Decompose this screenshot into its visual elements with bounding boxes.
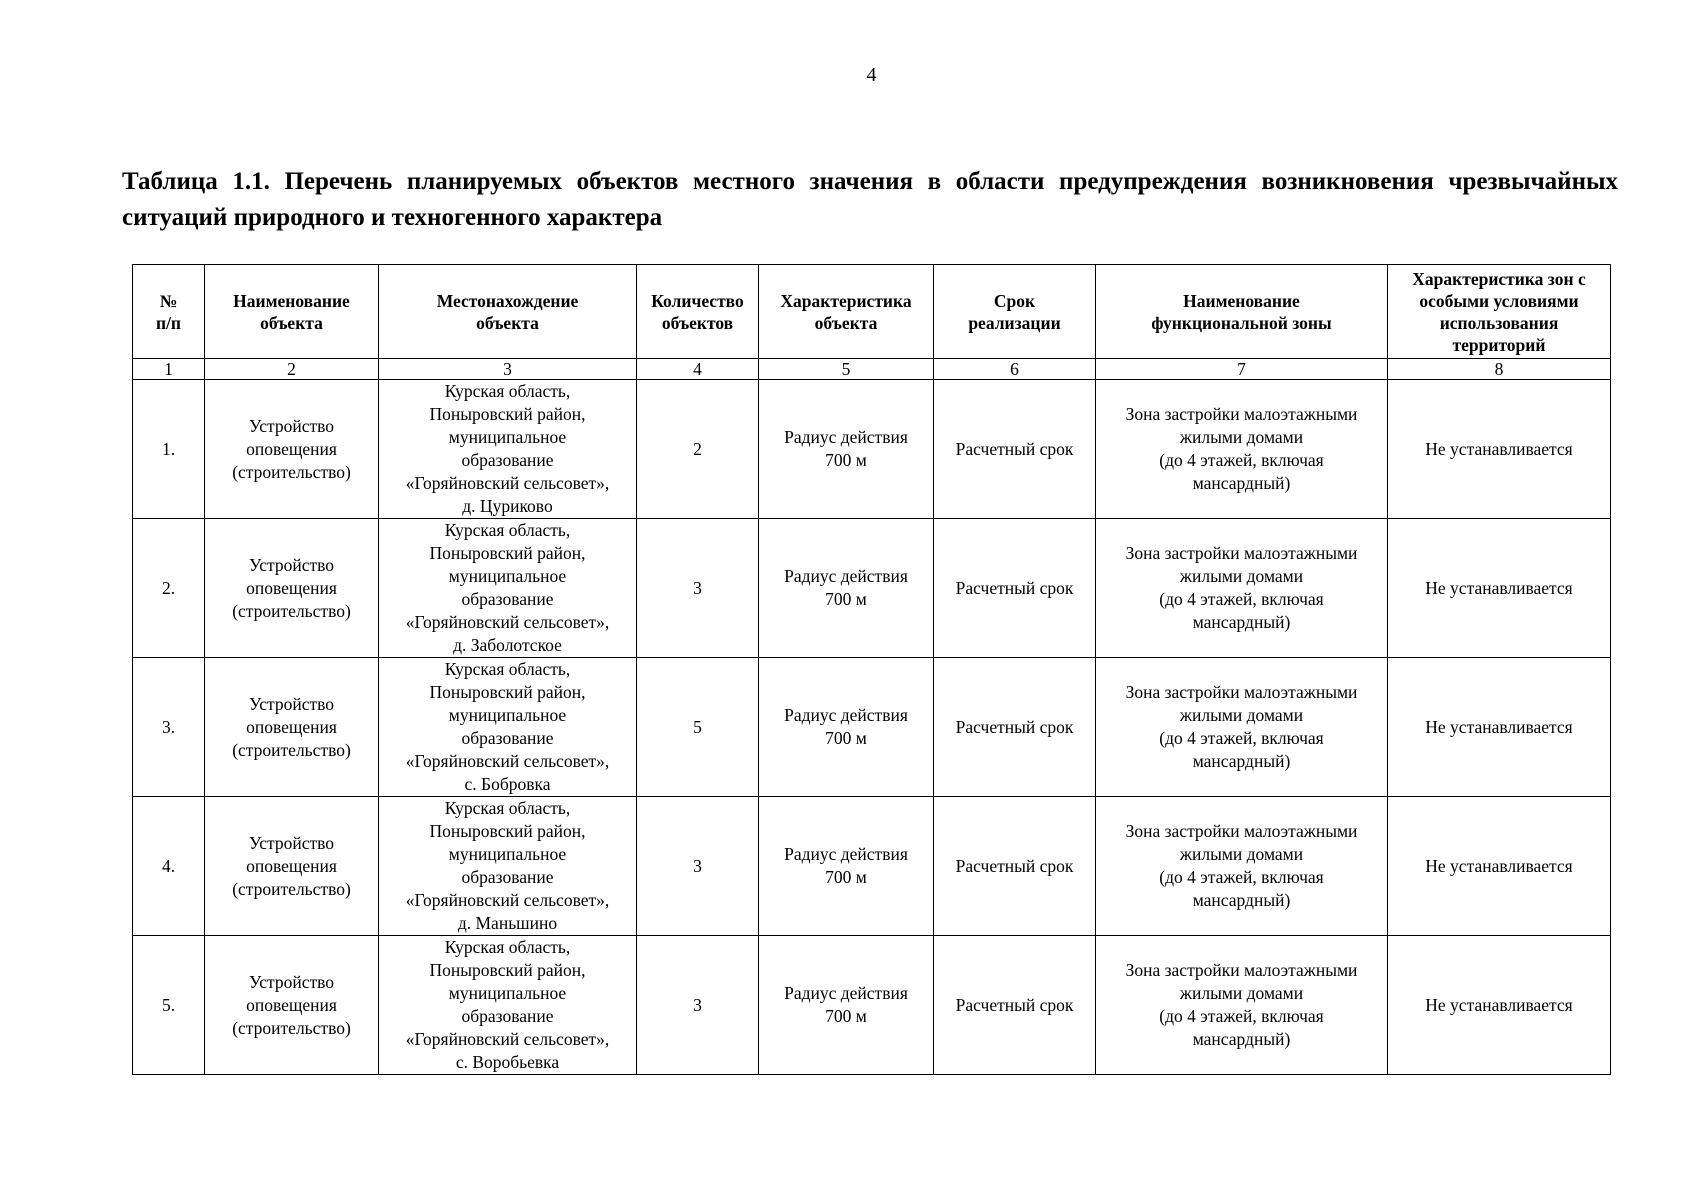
cell-line: Курская область,	[444, 520, 571, 540]
header-line: объекта	[476, 312, 539, 333]
cell-object-name	[205, 380, 379, 519]
cell-line: (до 4 этажей, включая	[1159, 589, 1324, 609]
table-row	[133, 658, 1611, 797]
cell-number: 4.	[133, 797, 205, 936]
cell-line: Курская область,	[444, 659, 571, 679]
header-line: объектов	[661, 312, 734, 333]
header-characteristic	[759, 265, 934, 359]
cell-count: 5	[637, 658, 759, 797]
header-term	[934, 265, 1096, 359]
cell-line: Зона застройки малоэтажными	[1125, 682, 1358, 702]
cell-line: д. Цуриково	[462, 496, 553, 516]
cell-line: Поныровский район,	[429, 821, 586, 841]
cell-line: оповещения	[246, 855, 337, 876]
cell-line: муниципальное	[448, 844, 567, 864]
cell-object-name	[205, 519, 379, 658]
cell-line: (до 4 этажей, включая	[1159, 450, 1324, 470]
column-number: 1	[133, 359, 205, 380]
cell-line: Поныровский район,	[429, 543, 586, 563]
cell-line: жилыми домами	[1179, 427, 1304, 447]
header-line: функциональной зоны	[1151, 312, 1332, 333]
cell-line: 700 м	[825, 867, 867, 887]
cell-count: 3	[637, 519, 759, 658]
cell-line: Курская область,	[444, 381, 571, 401]
cell-line: муниципальное	[448, 705, 567, 725]
header-line: Наименование	[233, 290, 350, 311]
cell-line: с. Бобровка	[464, 774, 551, 794]
cell-line: муниципальное	[448, 566, 567, 586]
cell-line: жилыми домами	[1179, 844, 1304, 864]
header-line: п/п	[155, 312, 182, 333]
cell-line: образование	[461, 1006, 554, 1026]
table-row	[133, 380, 1611, 519]
cell-line: «Горяйновский сельсовет»,	[405, 473, 610, 493]
cell-restrictions: Не устанавливается	[1388, 380, 1611, 519]
cell-line: (до 4 этажей, включая	[1159, 1006, 1324, 1026]
cell-line: оповещения	[246, 994, 337, 1015]
header-count	[637, 265, 759, 359]
cell-line: с. Воробьевка	[455, 1052, 560, 1072]
cell-line: (строительство)	[232, 600, 351, 621]
cell-characteristic	[759, 519, 934, 658]
cell-line: муниципальное	[448, 427, 567, 447]
cell-line: муниципальное	[448, 983, 567, 1003]
column-number: 6	[934, 359, 1096, 380]
cell-characteristic	[759, 797, 934, 936]
cell-location	[379, 936, 637, 1075]
column-number: 7	[1096, 359, 1388, 380]
cell-line: оповещения	[246, 716, 337, 737]
cell-line: Поныровский район,	[429, 960, 586, 980]
cell-restrictions: Не устанавливается	[1388, 519, 1611, 658]
cell-count: 3	[637, 797, 759, 936]
cell-line: жилыми домами	[1179, 566, 1304, 586]
cell-line: 700 м	[825, 450, 867, 470]
table-row	[133, 519, 1611, 658]
cell-zone-name	[1096, 936, 1388, 1075]
cell-term: Расчетный срок	[934, 797, 1096, 936]
cell-line: «Горяйновский сельсовет»,	[405, 751, 610, 771]
cell-line: оповещения	[246, 577, 337, 598]
cell-line: Поныровский район,	[429, 682, 586, 702]
column-numbers-row	[133, 359, 1611, 380]
header-line: Характеристика зон с	[1412, 268, 1586, 289]
cell-line: 700 м	[825, 1006, 867, 1026]
cell-line: Зона застройки малоэтажными	[1125, 404, 1358, 424]
cell-line: (строительство)	[232, 1017, 351, 1038]
cell-line: (строительство)	[232, 878, 351, 899]
column-number: 3	[379, 359, 637, 380]
cell-line: (строительство)	[232, 739, 351, 760]
cell-line: образование	[461, 728, 554, 748]
cell-term: Расчетный срок	[934, 519, 1096, 658]
header-line: реализации	[968, 312, 1061, 333]
cell-zone-name	[1096, 519, 1388, 658]
cell-term: Расчетный срок	[934, 380, 1096, 519]
cell-line: Радиус действия	[784, 844, 908, 864]
cell-number: 5.	[133, 936, 205, 1075]
cell-object-name	[205, 658, 379, 797]
table-row	[133, 936, 1611, 1075]
cell-line: Поныровский район,	[429, 404, 586, 424]
cell-line: Курская область,	[444, 937, 571, 957]
cell-line: Устройство	[248, 971, 335, 992]
page-number: 4	[866, 64, 877, 86]
cell-number: 1.	[133, 380, 205, 519]
cell-object-name	[205, 797, 379, 936]
cell-line: Зона застройки малоэтажными	[1125, 960, 1358, 980]
cell-line: Устройство	[248, 832, 335, 853]
header-line: Характеристика	[780, 290, 912, 311]
cell-restrictions: Не устанавливается	[1388, 797, 1611, 936]
cell-line: мансардный)	[1192, 890, 1291, 910]
cell-line: мансардный)	[1192, 1029, 1291, 1049]
header-line: Срок	[993, 290, 1036, 311]
cell-line: 700 м	[825, 589, 867, 609]
cell-line: Устройство	[248, 554, 335, 575]
header-line: объекта	[814, 312, 878, 333]
cell-line: оповещения	[246, 438, 337, 459]
cell-line: Радиус действия	[784, 983, 908, 1003]
cell-location	[379, 658, 637, 797]
cell-line: мансардный)	[1192, 473, 1291, 493]
cell-object-name	[205, 936, 379, 1075]
column-number: 5	[759, 359, 934, 380]
header-line: Местонахождение	[436, 290, 579, 311]
cell-location	[379, 797, 637, 936]
cell-zone-name	[1096, 380, 1388, 519]
cell-number: 2.	[133, 519, 205, 658]
cell-term: Расчетный срок	[934, 936, 1096, 1075]
header-zone-name	[1096, 265, 1388, 359]
table-body	[133, 380, 1611, 1075]
header-line: Наименование	[1183, 290, 1300, 311]
cell-restrictions: Не устанавливается	[1388, 936, 1611, 1075]
cell-line: «Горяйновский сельсовет»,	[405, 612, 610, 632]
header-restrictions	[1388, 265, 1611, 359]
cell-line: 700 м	[825, 728, 867, 748]
cell-line: жилыми домами	[1179, 705, 1304, 725]
cell-line: мансардный)	[1192, 612, 1291, 632]
header-row	[133, 265, 1611, 359]
cell-line: образование	[461, 450, 554, 470]
cell-line: Курская область,	[444, 798, 571, 818]
cell-line: жилыми домами	[1179, 983, 1304, 1003]
cell-line: (до 4 этажей, включая	[1159, 867, 1324, 887]
cell-line: «Горяйновский сельсовет»,	[405, 890, 610, 910]
cell-line: Радиус действия	[784, 427, 908, 447]
cell-line: Зона застройки малоэтажными	[1125, 821, 1358, 841]
cell-term: Расчетный срок	[934, 658, 1096, 797]
objects-table	[132, 264, 1611, 1075]
cell-count: 3	[637, 936, 759, 1075]
cell-line: (строительство)	[232, 461, 351, 482]
cell-zone-name	[1096, 658, 1388, 797]
column-number: 8	[1388, 359, 1611, 380]
cell-count: 2	[637, 380, 759, 519]
cell-line: Радиус действия	[784, 566, 908, 586]
header-object-name	[205, 265, 379, 359]
cell-characteristic	[759, 380, 934, 519]
cell-line: Зона застройки малоэтажными	[1125, 543, 1358, 563]
header-line: Количество	[651, 290, 744, 311]
header-line: №	[159, 290, 178, 311]
cell-zone-name	[1096, 797, 1388, 936]
cell-line: мансардный)	[1192, 751, 1291, 771]
cell-line: (до 4 этажей, включая	[1159, 728, 1324, 748]
cell-line: Устройство	[248, 415, 335, 436]
column-number: 4	[637, 359, 759, 380]
column-number: 2	[205, 359, 379, 380]
header-number	[133, 265, 205, 359]
header-line: территорий	[1452, 334, 1546, 355]
cell-location	[379, 519, 637, 658]
cell-line: д. Заболотское	[453, 635, 562, 655]
cell-number: 3.	[133, 658, 205, 797]
cell-line: образование	[461, 867, 554, 887]
header-line: использования	[1439, 312, 1559, 333]
header-line: объекта	[260, 312, 323, 333]
cell-line: д. Маньшино	[457, 913, 558, 933]
table-row	[133, 797, 1611, 936]
cell-line: образование	[461, 589, 554, 609]
cell-characteristic	[759, 658, 934, 797]
header-line: особыми условиями	[1419, 290, 1579, 311]
cell-line: Устройство	[248, 693, 335, 714]
cell-restrictions: Не устанавливается	[1388, 658, 1611, 797]
table-title: Таблица 1.1. Перечень планируемых объектов местного значения в области предупреждения возникновения чрезвычайных ситуаций природного и техногенного характера	[122, 168, 1618, 231]
cell-location	[379, 380, 637, 519]
cell-line: «Горяйновский сельсовет»,	[405, 1029, 610, 1049]
cell-characteristic	[759, 936, 934, 1075]
header-location	[379, 265, 637, 359]
cell-line: Радиус действия	[784, 705, 908, 725]
